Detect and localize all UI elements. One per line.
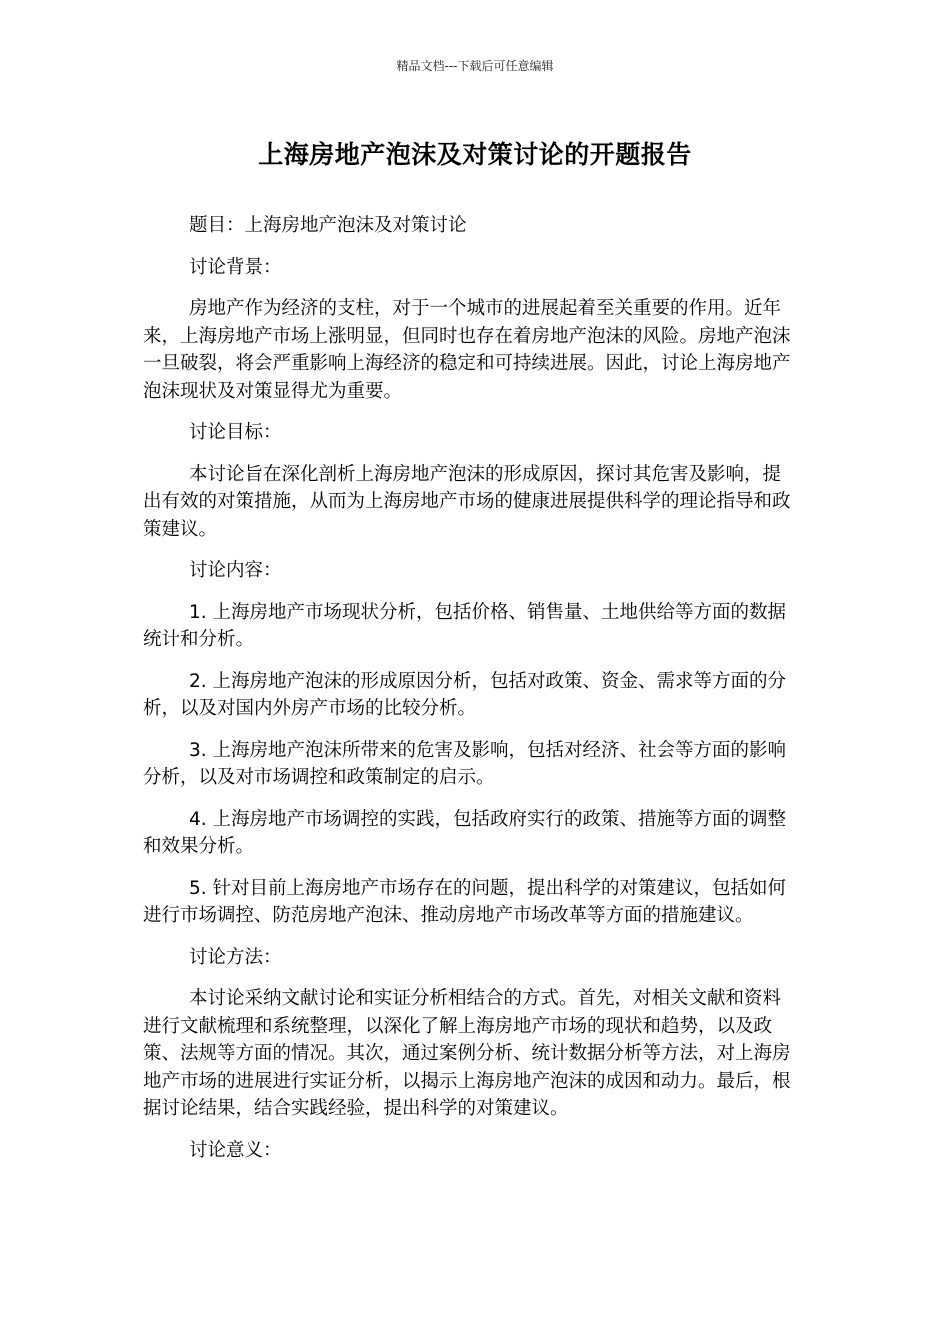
goal-heading: 讨论目标：: [189, 422, 282, 443]
header-note: 精品文档---下载后可任意编辑: [396, 59, 554, 73]
content-item-3: 3. 上海房地产泡沫所带来的危害及影响，包括对经济、社会等方面的影响分析，以及对市场调控和政策制定的启示。: [143, 739, 787, 788]
significance-heading: 讨论意义：: [189, 1139, 282, 1161]
method-heading: 讨论方法：: [189, 946, 282, 968]
content-item-2: 2. 上海房地产泡沫的形成原因分析，包括对政策、资金、需求等方面的分析，以及对国内外房产市场的比较分析。: [143, 670, 787, 719]
content-item-1: 1. 上海房地产市场现状分析，包括价格、销售量、土地供给等方面的数据统计和分析。: [143, 601, 787, 650]
subject-line: 题目：上海房地产泡沫及对策讨论: [189, 215, 467, 236]
background-paragraph: 房地产作为经济的支柱，对于一个城市的进展起着至关重要的作用。近年来，上海房地产市场上涨明显，但同时也存在着房地产泡沫的风险。房地产泡沫一旦破裂，将会严重影响上海经济的稳定和可持续进展。因此，讨论上海房地产泡沫现状及对策显得尤为重要。: [143, 298, 791, 402]
document-title: 上海房地产泡沫及对策讨论的开题报告: [258, 140, 692, 169]
content-item-5: 5. 针对目前上海房地产市场存在的问题，提出科学的对策建议，包括如何进行市场调控、防范房地产泡沫、推动房地产市场改革等方面的措施建议。: [143, 877, 787, 926]
document-body: [143, 212, 798, 1178]
method-paragraph: 本讨论采纳文献讨论和实证分析相结合的方式。首先，对相关文献和资料进行文献梳理和系统整理，以深化了解上海房地产市场的现状和趋势，以及政策、法规等方面的情况。其次，通过案例分析、统计数据分析等方法，对上海房地产市场的进展进行实证分析，以揭示上海房地产泡沫的成因和动力。最后，根据讨论结果，结合实践经验，提出科学的对策建议。: [143, 988, 791, 1119]
content-item-4: 4. 上海房地产市场调控的实践，包括政府实行的政策、措施等方面的调整和效果分析。: [143, 808, 787, 857]
content-heading: 讨论内容：: [189, 560, 282, 581]
goal-paragraph: 本讨论旨在深化剖析上海房地产泡沫的形成原因，探讨其危害及影响，提出有效的对策措施，从而为上海房地产市场的健康进展提供科学的理论指导和政策建议。: [143, 463, 791, 540]
background-heading: 讨论背景：: [189, 256, 282, 278]
